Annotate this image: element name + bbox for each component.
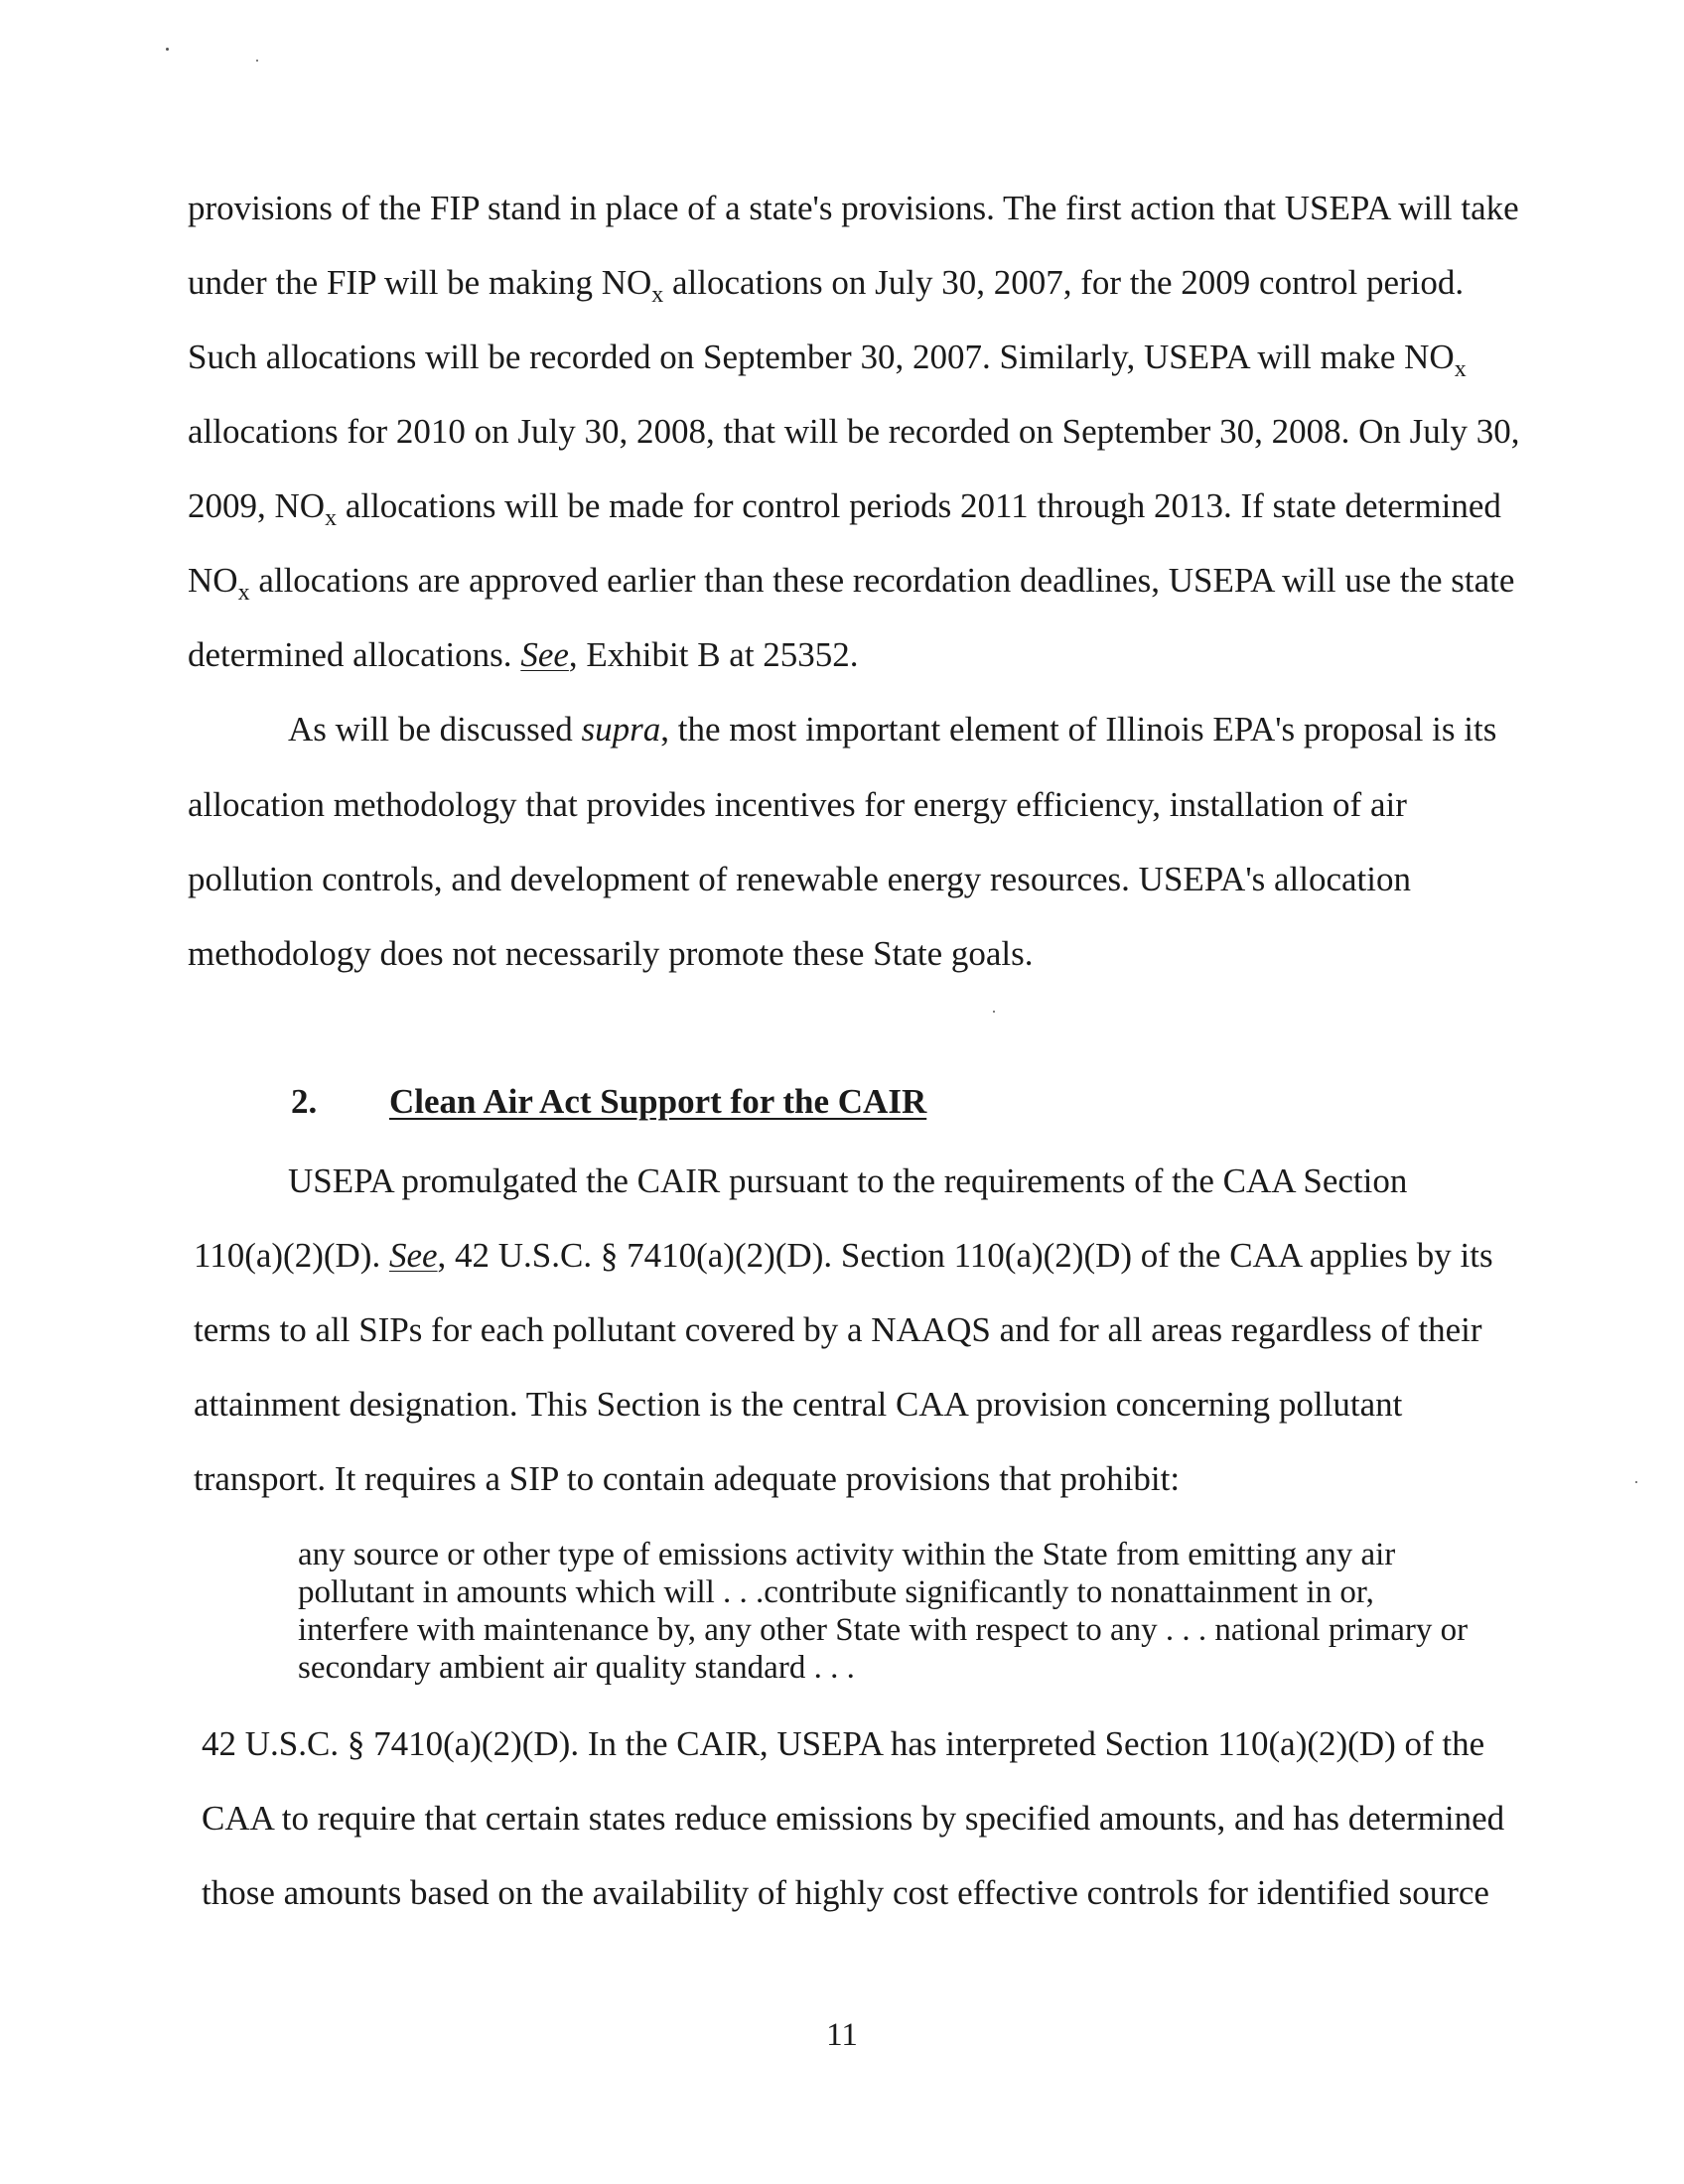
text-run: , the most important element of Illinois EPA's proposal is its — [660, 710, 1497, 749]
see-citation: See — [388, 1236, 438, 1275]
paragraph-2-line-2: allocation methodology that provides incentives for energy efficiency, installation of air — [188, 785, 1407, 824]
paragraph-4-line-1: 42 U.S.C. § 7410(a)(2)(D). In the CAIR, USEPA has interpreted Section 110(a)(2)(D) of the — [202, 1724, 1485, 1763]
subscript-x: x — [1454, 356, 1467, 382]
paragraph-4-line-3: those amounts based on the availability of highly cost effective controls for identified source — [202, 1873, 1489, 1912]
page-number: 11 — [826, 2017, 858, 2053]
see-citation: See — [520, 635, 569, 674]
block-quote-line-1: any source or other type of emissions activity within the State from emitting any air — [298, 1537, 1396, 1572]
emphasis: supra — [581, 710, 661, 749]
block-quote-line-4: secondary ambient air quality standard . . . — [298, 1650, 855, 1686]
paragraph-3-line-2 — [194, 1236, 1493, 1276]
paragraph-3-line-1: USEPA promulgated the CAIR pursuant to the requirements of the CAA Section — [288, 1161, 1408, 1200]
paragraph-3-line-4: attainment designation. This Section is the central CAA provision concerning pollutant — [194, 1385, 1403, 1424]
paragraph-1-line-5 — [188, 486, 1501, 531]
text-run: determined allocations. — [188, 635, 521, 674]
text-run: , Exhibit B at 25352. — [568, 635, 859, 674]
paragraph-1-line-4: allocations for 2010 on July 30, 2008, that will be recorded on September 30, 2008. On July 30, — [188, 412, 1520, 451]
paragraph-3-line-5: transport. It requires a SIP to contain adequate provisions that prohibit: — [194, 1459, 1181, 1498]
section-number: 2. — [291, 1082, 318, 1121]
text-run: under the FIP will be making NO — [188, 263, 652, 302]
paragraph-2-line-3: pollution controls, and development of renewable energy resources. USEPA's allocation — [188, 860, 1411, 898]
text-run: allocations on July 30, 2007, for the 2009 control period. — [663, 263, 1465, 302]
text-run: NO — [188, 561, 238, 600]
scan-speck — [993, 1011, 995, 1013]
paragraph-1-line-3 — [188, 338, 1467, 382]
paragraph-1-line-7 — [188, 635, 859, 675]
paragraph-1-line-6 — [188, 561, 1515, 606]
text-run: 110(a)(2)(D). — [194, 1236, 389, 1275]
subscript-x: x — [651, 282, 664, 308]
text-run: , 42 U.S.C. § 7410(a)(2)(D). Section 110(a)(2)(D) of the CAA applies by its — [437, 1236, 1493, 1275]
block-quote-line-3: interfere with maintenance by, any other State with respect to any . . . national primary or — [298, 1612, 1469, 1648]
scan-speck — [166, 48, 169, 51]
paragraph-3-line-3: terms to all SIPs for each pollutant covered by a NAAQS and for all areas regardless of their — [194, 1310, 1482, 1349]
text-run: allocations will be made for control periods 2011 through 2013. If state determined — [337, 486, 1501, 525]
paragraph-1-line-2 — [188, 263, 1465, 308]
text-run: allocations are approved earlier than these recordation deadlines, USEPA will use the state — [249, 561, 1515, 600]
paragraph-2-line-4: methodology does not necessarily promote these State goals. — [188, 934, 1034, 973]
block-quote-line-2: pollutant in amounts which will . . .contribute significantly to nonattainment in or, — [298, 1574, 1374, 1610]
paragraph-1-line-1: provisions of the FIP stand in place of a state's provisions. The first action that USEPA will take — [188, 189, 1519, 227]
section-heading — [291, 1082, 926, 1122]
text-run: Such allocations will be recorded on September 30, 2007. Similarly, USEPA will make NO — [188, 338, 1455, 376]
paragraph-2-line-1 — [288, 710, 1496, 750]
subscript-x: x — [237, 580, 250, 606]
scan-speck — [1635, 1481, 1637, 1483]
subscript-x: x — [325, 505, 338, 531]
text-run: 2009, NO — [188, 486, 326, 525]
text-run: As will be discussed — [288, 710, 582, 749]
scan-speck — [256, 60, 258, 62]
paragraph-4-line-2: CAA to require that certain states reduce emissions by specified amounts, and has determined — [202, 1799, 1505, 1838]
section-title: Clean Air Act Support for the CAIR — [389, 1082, 927, 1121]
